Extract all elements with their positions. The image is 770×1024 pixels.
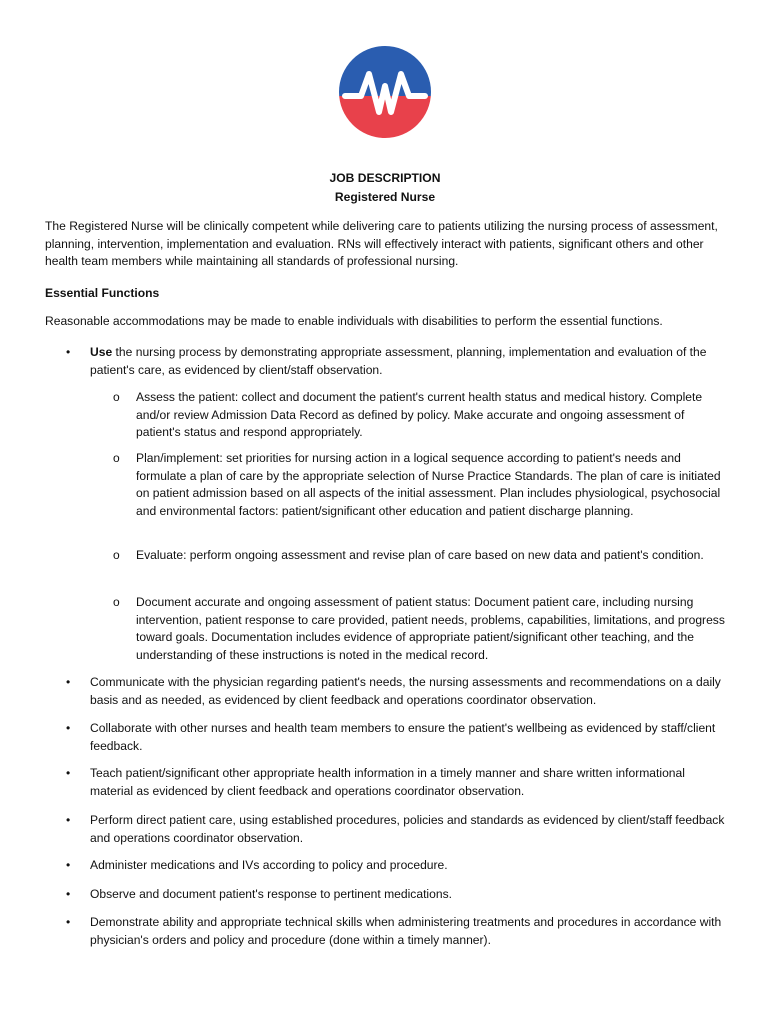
bullet-marker: •	[66, 675, 71, 689]
list-item	[66, 720, 730, 755]
sub-list-item-text: Plan/implement: set priorities for nursing action in a logical sequence according to patient's needs and formulate a plan of care by the appropriate selection of Nurse Practice Standards. The plan of care is initiated on patient admission based on all aspects of the initial assessment. Plan includes physiological, psychosocial and environmental factors: patient/significant other education and patient discharge planning.	[136, 451, 721, 518]
list-item-text: the nursing process by demonstrating appropriate assessment, planning, implementation and evaluation of the patient's care, as evidenced by client/staff observation.	[90, 345, 707, 377]
list-item-text: Teach patient/significant other appropriate health information in a timely manner and share written informational material as evidenced by client feedback and operations coordinator observation.	[90, 766, 685, 798]
document-title: JOB DESCRIPTION	[329, 171, 441, 185]
sub-bullet-marker: o	[113, 451, 120, 465]
list-item	[66, 886, 730, 904]
list-item-text: Administer medications and IVs according to policy and procedure.	[90, 858, 448, 872]
sub-list-item	[113, 450, 727, 520]
list-item-text: Collaborate with other nurses and health team members to ensure the patient's wellbeing as evidenced by staff/client feedback.	[90, 721, 716, 753]
sub-bullet-marker: o	[113, 390, 120, 404]
accommodation-text: Reasonable accommodations may be made to enable individuals with disabilities to perform the essential functions.	[45, 314, 663, 328]
list-item-text: Demonstrate ability and appropriate technical skills when administering treatments and procedures in accordance with physician's orders and policy and procedure (done within a timely manner).	[90, 915, 722, 947]
sub-list-item	[113, 389, 727, 442]
heartbeat-logo-icon	[339, 46, 431, 138]
sub-list-item-text: Assess the patient: collect and document the patient's current health status and medical history. Complete and/or review Admission Data Record as defined by policy. Make accurate and ongoing assessment of patient's status and respond appropriately.	[136, 390, 703, 439]
list-item	[66, 765, 730, 800]
bullet-marker: •	[66, 813, 71, 827]
bullet-marker: •	[66, 766, 71, 780]
sub-list-item-text: Document accurate and ongoing assessment of patient status: Document patient care, including nursing intervention, patient response to care provided, patient needs, problems, capabilities, limitations, and progress toward goals. Documentation includes evidence of appropriate patient/significant other teaching, and the understanding of these instructions is noted in the medical record.	[136, 595, 725, 662]
bullet-marker: •	[66, 887, 71, 901]
list-item-lead: Use	[90, 345, 113, 359]
intro-paragraph: The Registered Nurse will be clinically competent while delivering care to patients utilizing the nursing process of assessment, planning, intervention, implementation and evaluation. RNs will effectively interact with patients, significant others and other health team members while maintaining all standards of professional nursing.	[45, 219, 718, 268]
sub-list-item	[113, 547, 727, 565]
list-item	[66, 812, 730, 847]
document-subtitle: Registered Nurse	[334, 190, 436, 204]
sub-list-item-text: Evaluate: perform ongoing assessment and revise plan of care based on new data and patient's condition.	[136, 548, 704, 562]
list-item	[66, 344, 730, 379]
section-title: Essential Functions	[45, 286, 160, 300]
list-item	[66, 674, 730, 709]
list-item-text: Perform direct patient care, using established procedures, policies and standards as evidenced by client/staff feedback and operations coordinator observation.	[90, 813, 725, 845]
document-heading	[0, 170, 770, 208]
bullet-marker: •	[66, 915, 71, 929]
sub-bullet-marker: o	[113, 548, 120, 562]
list-item-text: Observe and document patient's response to pertinent medications.	[90, 887, 452, 901]
list-item	[66, 914, 730, 949]
sub-bullet-marker: o	[113, 595, 120, 609]
list-item	[66, 857, 730, 875]
sub-list-item	[113, 594, 727, 664]
bullet-marker: •	[66, 345, 71, 359]
bullet-marker: •	[66, 721, 71, 735]
bullet-marker: •	[66, 858, 71, 872]
list-item-text: Communicate with the physician regarding patient's needs, the nursing assessments and recommendations on a daily basis and as needed, as evidenced by client feedback and operations coordinator observation.	[90, 675, 721, 707]
